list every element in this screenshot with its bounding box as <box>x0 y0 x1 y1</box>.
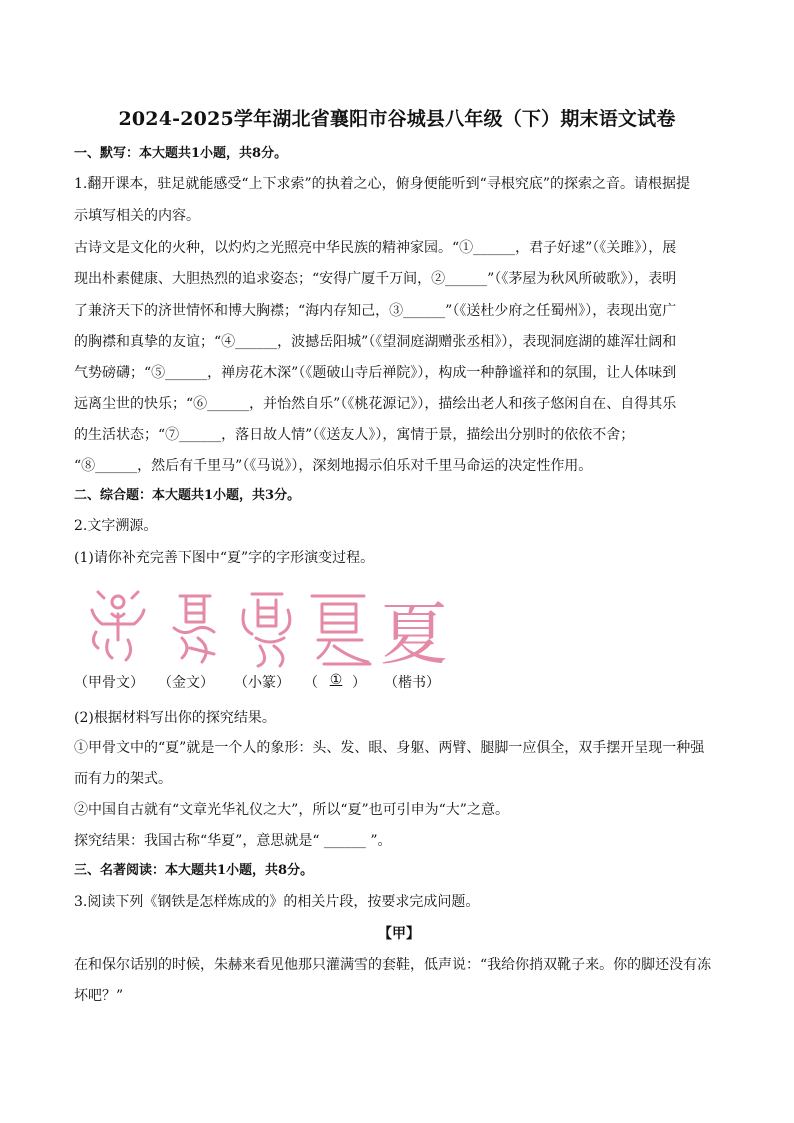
q2-material-1-cont: 而有力的架式。 <box>74 771 172 787</box>
glyph-labels <box>74 672 474 692</box>
label-oracle-bone: （甲骨文） <box>74 675 144 691</box>
oracle-bone-glyph <box>92 592 144 660</box>
q1-line: 气势磅礴；“⑤______，禅房花木深”（《题破山寺后禅院》），构成一种静谧祥和的氛围，让人体味到 <box>74 365 677 381</box>
bronze-glyph <box>174 596 214 662</box>
q2-material-2: ②中国自古就有“文章光华礼仪之大”，所以“夏”也可引申为“大”之意。 <box>74 802 509 818</box>
small-seal-glyph <box>243 594 290 666</box>
passage-line: 在和保尔话别的时候，朱赫来看见他那只灌满雪的套鞋，低声说：“我给你捎双靴子来。你的脚还没有冻 <box>74 957 712 973</box>
label-small-seal: （小篆） <box>234 675 290 691</box>
kaishu-glyph: 夏 <box>380 596 449 670</box>
q1-line: 现出朴素健康、大胆热烈的追求姿态；“安得广厦千万间，②______”（《茅屋为秋风所破歌》），表明 <box>74 271 677 287</box>
q2-result: 探究结果：我国古称“华夏”，意思就是“ ______ ”。 <box>74 833 392 849</box>
passage-line: 坏吧？” <box>74 988 124 1004</box>
section-3-heading: 三、名著阅读：本大题共1小题，共8分。 <box>74 863 314 878</box>
q2-sub2: (2)根据材料写出你的探究结果。 <box>74 710 276 726</box>
q2-material-1: ①甲骨文中的“夏”就是一个人的象形：头、发、眼、身躯、两臂、腿脚一应俱全，双手摆开呈现一种强 <box>74 740 705 756</box>
q1-line: 1.翻开课本，驻足就能感受“上下求索”的执着之心，俯身便能听到“寻根究底”的探索之音。请根据提 <box>74 176 690 192</box>
q1-line: 远离尘世的快乐；“⑥______，并怡然自乐”（《桃花源记》），描绘出老人和孩子悠闲自在、自得其乐 <box>74 396 677 412</box>
clerical-glyph <box>312 596 370 664</box>
q1-line: 的生活状态；“⑦______，落日故人情”（《送友人》），寓情于景，描绘出分别时的依依不舍； <box>74 427 635 443</box>
section-1-heading: 一、默写：本大题共1小题，共8分。 <box>74 146 288 161</box>
label-bronze: （金文） <box>158 675 214 691</box>
xia-evolution-glyphs <box>74 588 454 670</box>
label-blank-close: ） <box>352 675 366 691</box>
label-blank-number: ① <box>329 672 343 688</box>
q3-title: 3.阅读下列《钢铁是怎样炼成的》的相关片段，按要求完成问题。 <box>74 894 480 910</box>
label-blank-open: （ <box>304 675 318 691</box>
q1-line: 古诗文是文化的火种，以灼灼之光照亮中华民族的精神家园。“①______，君子好逑”（《关雎》），展 <box>74 240 677 256</box>
label-kaishu: （楷书） <box>384 675 440 691</box>
q2-sub1: (1)请你补充完善下图中“夏”字的字形演变过程。 <box>74 550 375 566</box>
q1-line: “⑧______，然后有千里马”（《马说》），深刻地揭示伯乐对千里马命运的决定性作用。 <box>74 458 593 474</box>
exam-title: 2024-2025学年湖北省襄阳市谷城县八年级（下）期末语文试卷 <box>118 108 676 130</box>
q1-line: 的胸襟和真挚的友谊；“④______，波撼岳阳城”（《望洞庭湖赠张丞相》），表现洞庭湖的雄浑壮阔和 <box>74 334 677 350</box>
q2-title: 2.文字溯源。 <box>74 518 158 534</box>
q1-line: 了兼济天下的济世情怀和博大胸襟；“海内存知己，③______”（《送杜少府之任蜀州》），表现出宽广 <box>74 303 677 319</box>
passage-label: 【甲】 <box>378 926 420 942</box>
q1-line: 示填写相关的内容。 <box>74 208 200 224</box>
section-2-heading: 二、综合题：本大题共1小题，共3分。 <box>74 488 301 503</box>
